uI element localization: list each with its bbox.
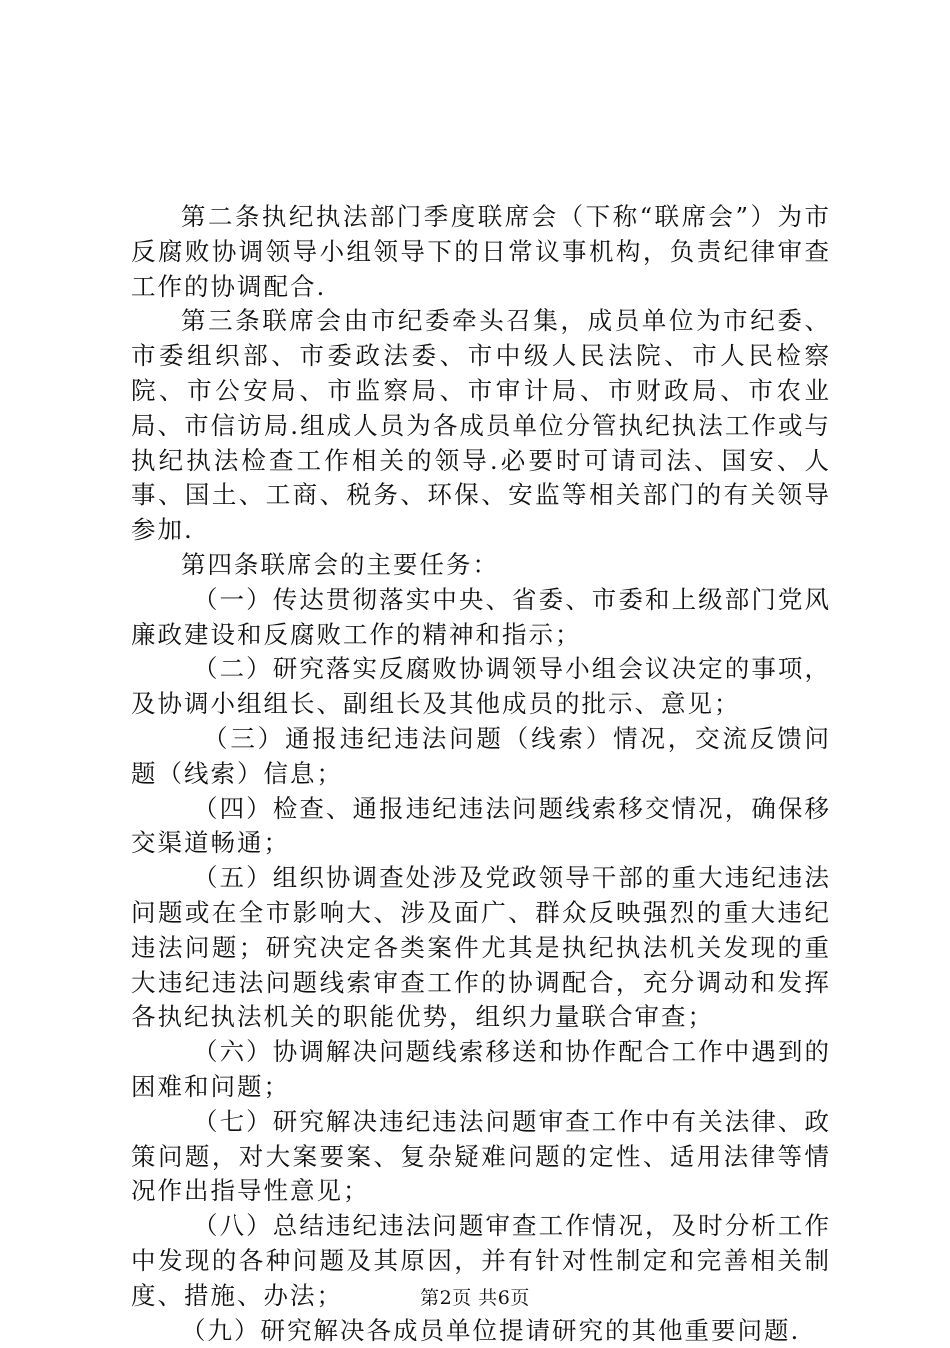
task-item-3: （三）通报违纪违法问题（线索）情况，交流反馈问题（线索）信息； <box>131 722 831 792</box>
article-2-paragraph: 第二条执纪执法部门季度联席会（下称“联席会”）为市反腐败协调领导小组领导下的日常议事机构，负责纪律审查工作的协调配合. <box>131 200 831 304</box>
task-item-2: （二）研究落实反腐败协调领导小组会议决定的事项，及协调小组组长、副组长及其他成员的批示、意见； <box>131 652 831 722</box>
task-item-9: （九）研究解决各成员单位提请研究的其他重要问题. <box>131 1314 831 1348</box>
page-number: 第2页 共6页 <box>420 1287 530 1309</box>
article-4-paragraph: 第四条联席会的主要任务： <box>131 548 831 583</box>
task-item-5: （五）组织协调查处涉及党政领导干部的重大违纪违法问题或在全市影响大、涉及面广、群众反映强烈的重大违纪违法问题；研究决定各类案件尤其是执纪执法机关发现的重大违纪违法问题线索审查工作的协调配合，充分调动和发挥各执纪执法机关的职能优势，组织力量联合审查； <box>131 861 831 1035</box>
task-item-4: （四）检查、通报违纪违法问题线索移交情况，确保移交渠道畅通； <box>131 792 831 862</box>
page-footer <box>0 1286 950 1310</box>
task-item-6: （六）协调解决问题线索移送和协作配合工作中遇到的困难和问题； <box>131 1035 831 1105</box>
task-item-7: （七）研究解决违纪违法问题审查工作中有关法律、政策问题，对大案要案、复杂疑难问题的定性、适用法律等情况作出指导性意见； <box>131 1105 831 1209</box>
article-3-paragraph: 第三条联席会由市纪委牵头召集，成员单位为市纪委、市委组织部、市委政法委、市中级人民法院、市人民检察院、市公安局、市监察局、市审计局、市财政局、市农业局、市信访局.组成人员为各成员单位分管执纪执法工作或与执纪执法检查工作相关的领导.必要时可请司法、国安、人事、国土、工商、税务、环保、安监等相关部门的有关领导参加. <box>131 304 831 548</box>
document-body <box>131 200 831 1348</box>
task-item-1: （一）传达贯彻落实中央、省委、市委和上级部门党风廉政建设和反腐败工作的精神和指示； <box>131 583 831 653</box>
task-item-8: （八）总结违纪违法问题审查工作情况，及时分析工作中发现的各种问题及其原因，并有针对性制定和完善相关制度、措施、办法； <box>131 1209 831 1313</box>
